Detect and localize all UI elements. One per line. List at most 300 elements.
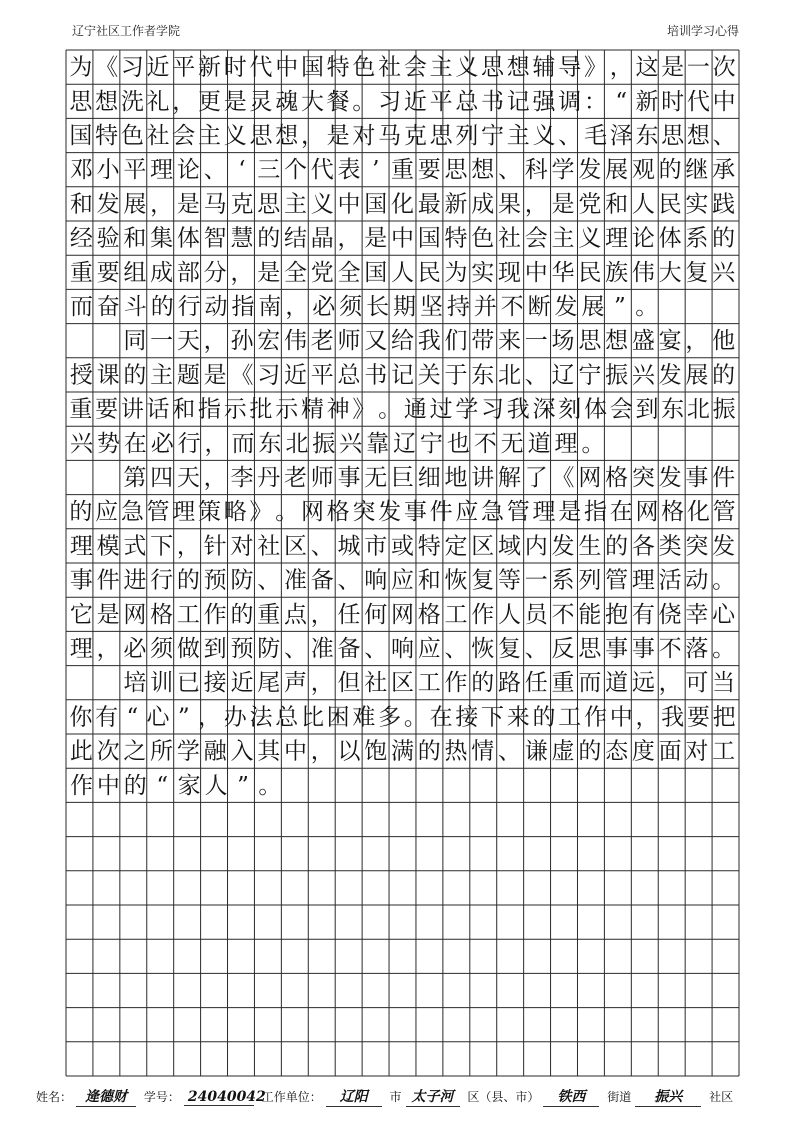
essay-char: 会 — [172, 123, 196, 150]
essay-char: 。 — [352, 88, 376, 115]
essay-char: 响 — [391, 636, 414, 663]
essay-char: 网 — [300, 499, 324, 526]
essay-char: 复 — [471, 567, 495, 594]
essay-char: 应 — [391, 567, 414, 594]
essay-char: 、 — [257, 567, 281, 594]
essay-char: 式 — [123, 533, 147, 560]
essay-char: 网 — [635, 499, 659, 526]
essay-char: 近 — [230, 670, 254, 697]
essay-char: 防 — [230, 567, 254, 594]
essay-char: 想 — [605, 328, 629, 355]
essay-char: 是 — [364, 225, 388, 252]
essay-char: 而 — [69, 294, 93, 321]
essay-char: 他 — [712, 328, 736, 355]
essay-char: 作 — [444, 670, 468, 697]
essay-char: 要 — [96, 259, 120, 286]
essay-char: 管 — [506, 499, 530, 526]
essay-char: 这 — [635, 54, 659, 81]
essay-char: 示 — [223, 396, 247, 423]
essay-char: 李 — [230, 465, 254, 492]
essay-char: 们 — [444, 328, 468, 355]
essay-char: 《 — [95, 54, 119, 81]
essay-char: 我 — [417, 328, 441, 355]
essay-char: 孙 — [230, 328, 254, 355]
city-suffix: 市 — [389, 1090, 402, 1104]
essay-char: 书 — [364, 362, 388, 389]
district-value: 太子河 — [406, 1086, 460, 1107]
essay-char: 恢 — [471, 636, 495, 663]
essay-char: 重 — [551, 670, 575, 697]
essay-char: 路 — [498, 670, 522, 697]
essay-char: 深 — [532, 396, 556, 423]
essay-char: ， — [176, 533, 200, 560]
essay-char: 已 — [176, 670, 200, 697]
essay-char: 是 — [203, 362, 227, 389]
essay-char: 思 — [257, 191, 281, 218]
essay-char: 继 — [685, 157, 709, 184]
essay-char: 三 — [257, 157, 281, 184]
essay-char: 和 — [605, 191, 629, 218]
essay-char: 对 — [230, 533, 254, 560]
essay-char: 动 — [204, 294, 228, 321]
essay-char: 而 — [231, 430, 255, 457]
essay-char: 重 — [257, 601, 281, 628]
essay-char: 情 — [471, 738, 495, 765]
essay-char: 远 — [631, 670, 655, 697]
essay-char: 观 — [631, 157, 655, 184]
essay-char: 下 — [481, 704, 505, 731]
essay-char: 必 — [150, 430, 174, 457]
essay-char: 事 — [69, 567, 93, 594]
essay-char: 法 — [249, 704, 273, 731]
essay-char: 谦 — [524, 738, 548, 765]
essay-char: ， — [310, 738, 334, 765]
essay-char: 平 — [123, 157, 147, 184]
essay-char: 民 — [658, 191, 682, 218]
essay-char: ” — [237, 772, 249, 799]
essay-char: 强 — [532, 88, 556, 115]
essay-char: 老 — [283, 465, 307, 492]
essay-char: 刻 — [558, 396, 582, 423]
essay-char: 给 — [391, 328, 414, 355]
essay-char: 马 — [203, 191, 227, 218]
essay-char: 思 — [444, 157, 468, 184]
essay-char: 斗 — [123, 294, 147, 321]
essay-char: 是 — [257, 259, 281, 286]
essay-char: 马 — [378, 123, 402, 150]
essay-char: 发 — [378, 499, 402, 526]
essay-char: 毛 — [583, 123, 607, 150]
essay-char: ， — [635, 704, 659, 731]
essay-char: 近 — [283, 362, 307, 389]
essay-char: 宏 — [257, 328, 281, 355]
essay-char: 展 — [581, 294, 605, 321]
essay-char: 主 — [283, 191, 307, 218]
essay-char: ， — [198, 704, 222, 731]
essay-char: ， — [285, 294, 309, 321]
essay-char: 生 — [578, 533, 602, 560]
essay-char: ， — [96, 636, 120, 663]
essay-char: 到 — [635, 396, 659, 423]
essay-char: 老 — [310, 328, 334, 355]
essay-char: 的 — [532, 704, 556, 731]
essay-char: 以 — [337, 738, 361, 765]
essay-char: 解 — [498, 465, 522, 492]
essay-char: 、 — [524, 636, 548, 663]
essay-char: 、 — [364, 636, 388, 663]
essay-char: 活 — [658, 567, 682, 594]
essay-char: 急 — [120, 499, 144, 526]
essay-char: 的 — [176, 567, 200, 594]
essay-char: 集 — [150, 225, 174, 252]
essay-char: 事 — [403, 499, 427, 526]
essay-char: 中 — [712, 88, 736, 115]
essay-char: 特 — [326, 54, 350, 81]
essay-char: 时 — [661, 88, 685, 115]
essay-char: 事 — [605, 636, 629, 663]
essay-char: 化 — [391, 191, 414, 218]
essay-char: 代 — [249, 54, 273, 81]
essay-char: 精 — [300, 396, 324, 423]
essay-char: 思 — [661, 123, 685, 150]
essay-char: 指 — [231, 294, 255, 321]
essay-char: 克 — [230, 191, 254, 218]
essay-char: 义 — [223, 123, 247, 150]
essay-char: 准 — [283, 567, 307, 594]
essay-char: 来 — [506, 704, 530, 731]
essay-char: 了 — [524, 465, 548, 492]
essay-char: 的 — [471, 670, 495, 697]
essay-char: 备 — [337, 636, 361, 663]
essay-char: 经 — [69, 225, 93, 252]
essay-char: 宁 — [481, 123, 505, 150]
essay-char: 到 — [203, 636, 227, 663]
essay-char: 的 — [150, 294, 174, 321]
essay-char: 国 — [364, 191, 388, 218]
essay-char: 、 — [203, 157, 227, 184]
essay-char: 之 — [123, 738, 147, 765]
essay-char: 区 — [471, 533, 495, 560]
essay-char: 导 — [558, 54, 582, 81]
essay-char: 并 — [473, 294, 497, 321]
student-id-value: 24040042 — [184, 1089, 254, 1106]
district-suffix: 区（县、市） — [467, 1090, 540, 1104]
essay-char: 要 — [686, 704, 710, 731]
essay-char: 态 — [605, 738, 629, 765]
essay-char: 现 — [498, 259, 522, 286]
essay-char: 必 — [312, 294, 336, 321]
essay-char: 作 — [69, 772, 93, 799]
essay-char: 华 — [551, 259, 575, 286]
essay-char: 义 — [578, 225, 602, 252]
essay-char: 代 — [686, 88, 710, 115]
essay-char: 讲 — [471, 465, 495, 492]
essay-char: 思 — [429, 123, 453, 150]
essay-char: 一 — [686, 54, 710, 81]
essay-char: 天 — [176, 465, 200, 492]
essay-char: 辅 — [532, 54, 556, 81]
essay-char: 市 — [364, 533, 388, 560]
essay-char: 行 — [150, 567, 174, 594]
essay-char: 体 — [583, 396, 607, 423]
essay-char: 组 — [123, 259, 147, 286]
essay-char: 此 — [69, 738, 93, 765]
essay-char: 。 — [635, 294, 659, 321]
essay-char: 有 — [95, 704, 119, 731]
essay-char: 反 — [551, 636, 575, 663]
essay-char: 宁 — [578, 362, 602, 389]
essay-char: 兴 — [339, 430, 363, 457]
essay-char: 持 — [446, 294, 470, 321]
essay-char: 不 — [473, 430, 497, 457]
essay-char: 复 — [685, 259, 709, 286]
essay-char: 成 — [471, 191, 495, 218]
essay-char: 承 — [712, 157, 736, 184]
essay-char: 入 — [230, 738, 254, 765]
essay-char: 重 — [69, 259, 93, 286]
essay-char: 展 — [685, 362, 709, 389]
essay-char: ， — [310, 670, 334, 697]
essay-char: 面 — [658, 738, 682, 765]
essay-char: 族 — [605, 259, 629, 286]
essay-char: 何 — [364, 601, 388, 628]
essay-char: 辽 — [551, 362, 575, 389]
essay-char: 城 — [337, 533, 361, 560]
essay-char: 中 — [609, 704, 633, 731]
essay-char: 书 — [481, 88, 505, 115]
essay-char: 管 — [146, 499, 170, 526]
essay-char: 我 — [661, 704, 685, 731]
essay-char: 习 — [120, 54, 144, 81]
essay-char: 。 — [275, 499, 299, 526]
essay-char: 是 — [223, 88, 247, 115]
essay-char: 作 — [203, 601, 227, 628]
essay-char: 总 — [455, 88, 479, 115]
essay-char: 果 — [498, 191, 522, 218]
essay-char: 东 — [635, 123, 659, 150]
essay-char: 会 — [524, 225, 548, 252]
essay-char: 特 — [417, 533, 441, 560]
essay-char: 理 — [605, 225, 629, 252]
essay-char: 授 — [69, 362, 93, 389]
essay-char: 的 — [712, 225, 736, 252]
essay-char: 发 — [96, 191, 120, 218]
essay-char: 在 — [609, 499, 633, 526]
essay-char: 训 — [150, 670, 174, 697]
essay-char: 宁 — [419, 430, 443, 457]
essay-char: 、 — [337, 567, 361, 594]
essay-char: 中 — [275, 54, 299, 81]
essay-char: 思 — [69, 88, 93, 115]
essay-char: 接 — [203, 670, 227, 697]
essay-char: 格 — [605, 465, 629, 492]
essay-char: 想 — [275, 123, 299, 150]
essay-char: 理 — [69, 636, 93, 663]
essay-char: 学 — [455, 396, 479, 423]
essay-char: 任 — [524, 670, 548, 697]
essay-char: 课 — [96, 362, 120, 389]
form-title-header: 培训学习心得 — [666, 24, 739, 38]
essay-char: 可 — [685, 670, 709, 697]
essay-char: 点 — [283, 601, 307, 628]
essay-char: 天 — [176, 328, 200, 355]
essay-char: 个 — [283, 157, 307, 184]
essay-char: 批 — [249, 396, 273, 423]
essay-char: 体 — [658, 225, 682, 252]
essay-char: 发 — [712, 533, 736, 560]
essay-char: 体 — [176, 225, 200, 252]
essay-char: 礼 — [146, 88, 170, 115]
essay-char: 和 — [417, 567, 441, 594]
essay-char: 对 — [352, 123, 376, 150]
essay-char: 势 — [96, 430, 120, 457]
essay-char: 培 — [123, 670, 147, 697]
essay-char: 平 — [172, 54, 196, 81]
essay-char: 复 — [498, 636, 522, 663]
essay-char: 是 — [176, 191, 200, 218]
essay-char: 工 — [417, 670, 441, 697]
essay-char: 也 — [446, 430, 470, 457]
essay-char: 的 — [578, 738, 602, 765]
essay-char: 困 — [326, 704, 350, 731]
essay-char: 应 — [455, 499, 479, 526]
essay-char: 盛 — [631, 328, 655, 355]
essay-char: 列 — [578, 567, 602, 594]
essay-char: 的 — [123, 362, 147, 389]
name-value: 逄德财 — [76, 1086, 136, 1107]
essay-char: 落 — [685, 636, 709, 663]
essay-char: 急 — [481, 499, 505, 526]
essay-char: 类 — [658, 533, 682, 560]
essay-char: 为 — [444, 259, 468, 286]
essay-char: 为 — [69, 54, 93, 81]
essay-char: 、 — [524, 362, 548, 389]
essay-char: 的 — [417, 738, 441, 765]
essay-char: 次 — [712, 54, 736, 81]
essay-char: 题 — [176, 362, 200, 389]
essay-char: 办 — [223, 704, 247, 731]
essay-char: 是 — [661, 54, 685, 81]
essay-char: “ — [615, 88, 628, 115]
essay-char: 四 — [150, 465, 174, 492]
essay-char: 践 — [712, 191, 736, 218]
essay-char: ‘ — [238, 157, 246, 184]
essay-char: 新 — [198, 54, 222, 81]
essay-char: 发 — [554, 294, 578, 321]
street-value: 铁西 — [543, 1086, 599, 1107]
essay-char: 系 — [685, 225, 709, 252]
essay-char: 突 — [352, 499, 376, 526]
essay-char: 细 — [417, 465, 441, 492]
essay-char: 备 — [310, 567, 334, 594]
essay-char: 饱 — [364, 738, 388, 765]
essay-char: 区 — [391, 670, 414, 697]
essay-char: 论 — [631, 225, 655, 252]
essay-char: 模 — [96, 533, 120, 560]
essay-char: 成 — [150, 259, 174, 286]
essay-char: 、 — [310, 533, 334, 560]
essay-char: 振 — [312, 430, 336, 457]
essay-char: 讲 — [120, 396, 144, 423]
essay-char: 社 — [378, 54, 402, 81]
essay-char: ， — [150, 191, 174, 218]
essay-char: 满 — [391, 738, 414, 765]
essay-char: 指 — [583, 499, 607, 526]
essay-char: 做 — [176, 636, 200, 663]
essay-char: 化 — [686, 499, 710, 526]
essay-char: 事 — [337, 465, 361, 492]
essay-char: 但 — [337, 670, 361, 697]
essay-char: ” — [177, 704, 190, 731]
essay-char: 色 — [352, 54, 376, 81]
essay-char: 又 — [364, 328, 388, 355]
essay-char: 融 — [203, 738, 227, 765]
essay-char: 、 — [283, 636, 307, 663]
essay-char: 党 — [310, 259, 334, 286]
essay-char: 国 — [69, 123, 93, 150]
essay-char: 是 — [551, 191, 575, 218]
essay-char: 、 — [498, 738, 522, 765]
essay-char: 指 — [198, 396, 222, 423]
essay-char: ， — [658, 670, 682, 697]
essay-char: 新 — [444, 191, 468, 218]
essay-char: 魂 — [275, 88, 299, 115]
essay-char: 想 — [506, 54, 530, 81]
essay-char: 下 — [150, 533, 174, 560]
essay-char: 中 — [524, 259, 548, 286]
essay-char: 部 — [176, 259, 200, 286]
essay-char: 工 — [558, 704, 582, 731]
essay-char: 略 — [223, 499, 247, 526]
student-id-label: 学号： — [143, 1090, 180, 1104]
essay-char: 的 — [69, 499, 93, 526]
essay-char: 人 — [498, 601, 522, 628]
essay-char: 突 — [685, 533, 709, 560]
essay-char: 来 — [498, 328, 522, 355]
essay-char: 地 — [444, 465, 468, 492]
essay-char: 宴 — [658, 328, 682, 355]
essay-char: ， — [685, 328, 709, 355]
essay-char: 理 — [532, 499, 556, 526]
essay-char: 各 — [631, 533, 655, 560]
essay-char: 理 — [150, 157, 174, 184]
essay-char: 准 — [310, 636, 334, 663]
essay-char: 神 — [326, 396, 350, 423]
essay-char: 北 — [498, 362, 522, 389]
essay-char: 要 — [417, 157, 441, 184]
essay-char: 重 — [391, 157, 414, 184]
essay-char: 我 — [506, 396, 530, 423]
essay-char: 次 — [96, 738, 120, 765]
essay-char: 坚 — [419, 294, 443, 321]
essay-char: 中 — [283, 738, 307, 765]
essay-char: 南 — [258, 294, 282, 321]
essay-char: 理 — [69, 533, 93, 560]
essay-char: 辽 — [393, 430, 416, 457]
essay-char: 长 — [366, 294, 390, 321]
essay-char: 内 — [524, 533, 548, 560]
essay-char: 动 — [685, 567, 709, 594]
essay-char: 不 — [551, 601, 575, 628]
essay-char: 列 — [455, 123, 479, 150]
community-value: 振兴 — [635, 1086, 701, 1107]
essay-char: 幸 — [685, 601, 709, 628]
essay-char: 事 — [631, 636, 655, 663]
essay-char: 伟 — [283, 328, 307, 355]
essay-char: 于 — [444, 362, 468, 389]
essay-char: 、 — [498, 157, 522, 184]
essay-char: 会 — [609, 396, 633, 423]
